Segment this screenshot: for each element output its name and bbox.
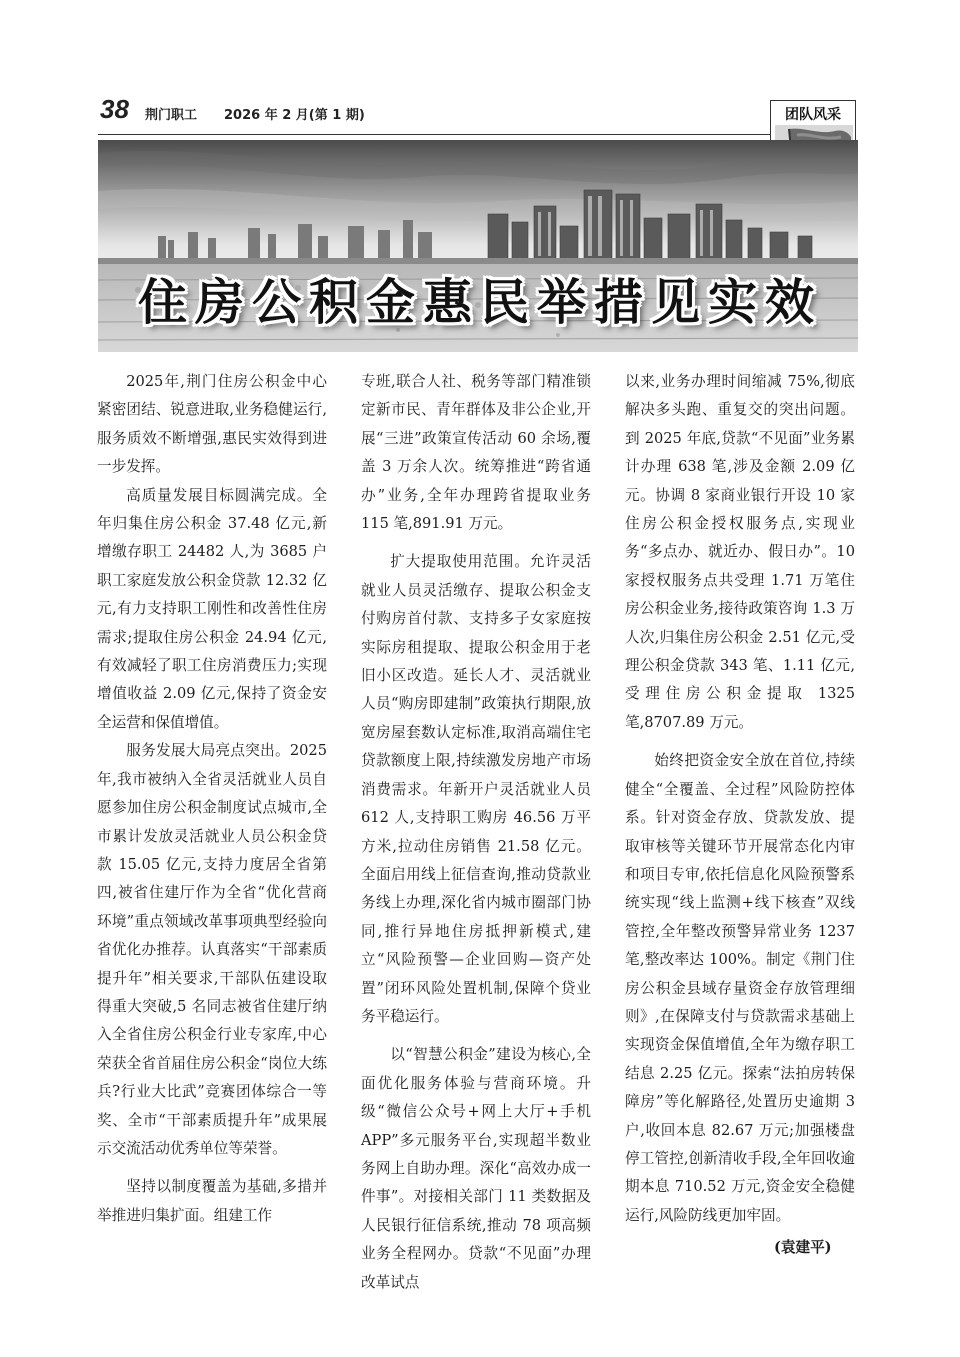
article-column-1 — [97, 368, 327, 1230]
section-tag-label: 团队风采 — [785, 107, 841, 123]
article-column-2 — [361, 368, 591, 1297]
paragraph: 扩大提取使用范围。允许灵活就业人员灵活缴存、提取公积金支付购房首付款、支持多子女家庭按实际房租提取、提取公积金用于老旧小区改造。延长人才、灵活就业人员“购房即建制”政策执行期限,放宽房屋套数认定标准,取消高端住宅贷款额度上限,持续激发房地产市场消费需求。年新开户灵活就业人员 612 人,支持职工购房 46.56 万平方米,拉动住房销售 21.58 亿元。全面启用线上征信查询,推动贷款业务线上办理,深化省内城市圈部门协同,推行异地住房抵押新模式,建立“风险预警—企业回购—资产处置”闭环风险处置机制,保障个贷业务平稳运行。 — [361, 553, 591, 1025]
paragraph: 服务发展大局亮点突出。2025 年,我市被纳入全省灵活就业人员自愿参加住房公积金制度试点城市,全市累计发放灵活就业人员公积金贷款 15.05 亿元,支持力度居全省第四,被省住建厅作为全省“优化营商环境”重点领域改革事项典型经验向省优化办推荐。认真落实“干部素质提升年”相关要求,干部队伍建设取得重大突破,5 名同志被省住建厅纳入全省住房公积金行业专家库,中心荣获全省首届住房公积金“岗位大练兵?行业大比武”竞赛团体综合一等奖、全市“干部素质提升年”成果展示交流活动优秀单位等荣誉。 — [97, 742, 327, 1157]
paragraph: 以“智慧公积金”建设为核心,全面优化服务体验与营商环境。升级“微信公众号+网上大厅+手机 APP”多元服务平台,实现超半数业务网上自助办理。深化“高效办成一件事”。对接相关部门 11 类数据及人民银行征信系统,推动 78 项高频业务全程网办。贷款“不见面”办理改革试点 — [361, 1046, 591, 1291]
author-byline: (袁建平) — [774, 1239, 832, 1256]
article-title: 住房公积金惠民举措见实效 — [137, 273, 822, 331]
paragraph: 坚持以制度覆盖为基础,多措并举推进归集扩面。组建工作 — [97, 1178, 327, 1224]
publication-name: 荆门职工 — [145, 108, 198, 123]
paragraph: 始终把资金安全放在首位,持续健全“全覆盖、全过程”风险防控体系。针对资金存放、贷款发放、提取审核等关键环节开展常态化内审和项目专审,依托信息化风险预警系统实现“线上监测+线下核查”双线管控,全年整改预警异常业务 1237 笔,整改率达 100%。制定《荆门住房公积金县域存量资金存放管理细则》,在保障支付与贷款需求基础上实现资金保值增值,全年为缴存职工结息 2.25 亿元。探索“法拍房转保障房”等化解路径,处置历史逾期 3 户,收回本息 82.67 万元;加强楼盘停工管控,创新清收手段,全年回收逾期本息 710.52 万元,资金安全稳健运行,风险防线更加牢固。 — [625, 752, 855, 1224]
paragraph: 高质量发展目标圆满完成。全年归集住房公积金 37.48 亿元,新增缴存职工 24482 人,为 3685 户职工家庭发放公积金贷款 12.32 亿元,有力支持职工刚性和改善性住房需求;提取住房公积金 24.94 亿元,有效减轻了职工住房消费压力;实现增值收益 2.09 亿元,保持了资金安全运营和保值增值。 — [97, 486, 327, 731]
article-column-3 — [625, 368, 855, 1230]
paragraph: 专班,联合人社、税务等部门精准锁定新市民、青年群体及非公企业,开展“三进”政策宣传活动 60 余场,覆盖 3 万余人次。统筹推进“跨省通办”业务,全年办理跨省提取业务 115 笔,891.91 万元。 — [361, 373, 591, 533]
issue-date: 2026 年 2 月(第 1 期) — [224, 108, 365, 123]
paragraph: 2025年,荆门住房公积金中心紧密团结、锐意进取,业务稳健运行,服务质效不断增强,惠民实效得到进一步发挥。 — [97, 373, 327, 476]
paragraph: 以来,业务办理时间缩减 75%,彻底解决多头跑、重复交的突出问题。到 2025 年底,贷款“不见面”业务累计办理 638 笔,涉及金额 2.09 亿元。协调 8 家商业银行开设 10 家住房公积金授权服务点,实现业务“多点办、就近办、假日办”。10 家授权服务点共受理 1.71 万笔住房公积金业务,接待政策咨询 1.3 万人次,归集住房公积金 2.51 亿元,受理公积金贷款 343 笔、1.11 亿元,受理住房公积金提取 1325 笔,8707.89 万元。 — [625, 373, 855, 731]
header-rule — [98, 134, 770, 135]
page-number: 38 — [100, 94, 129, 124]
